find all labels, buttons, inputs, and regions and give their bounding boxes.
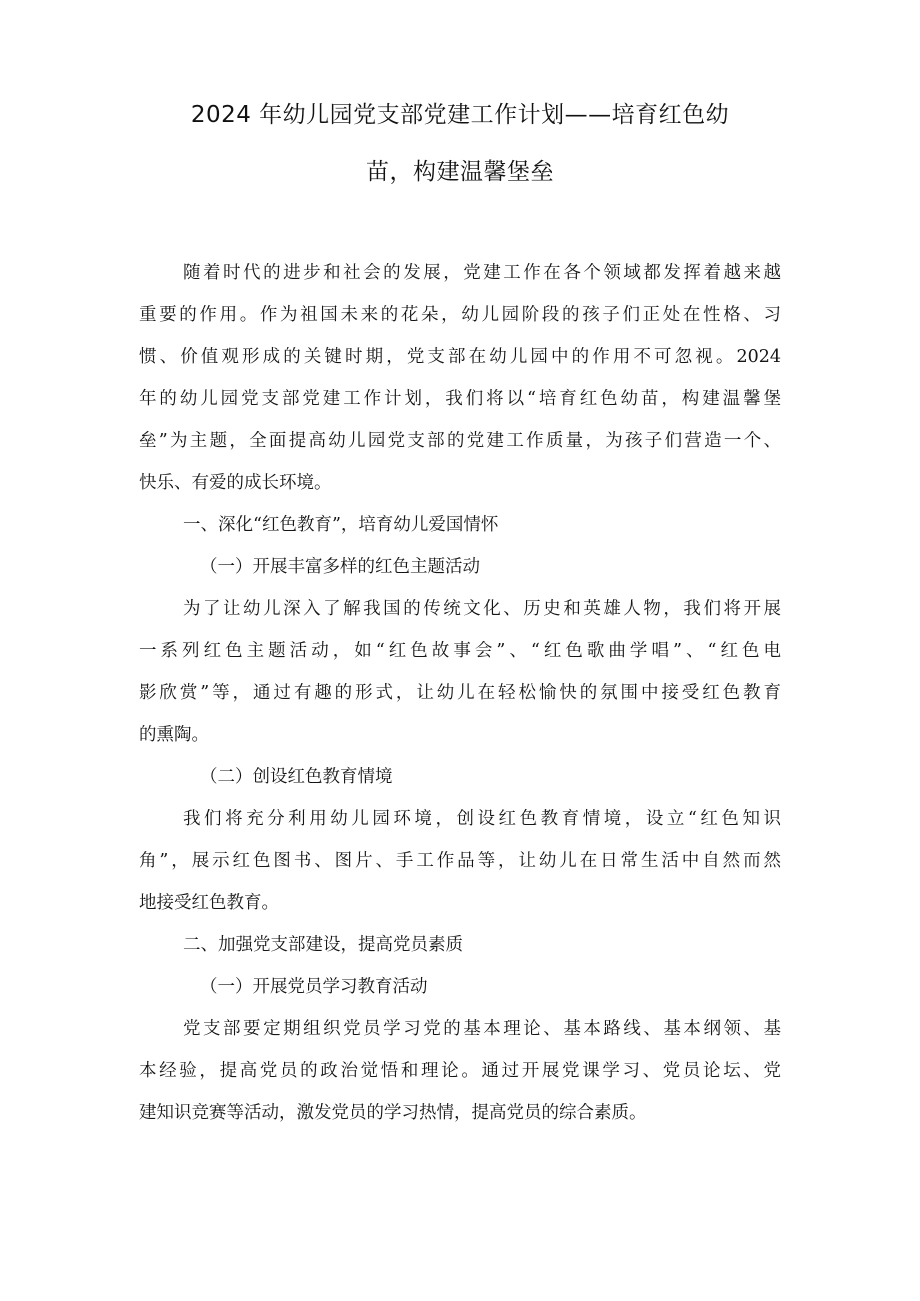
paragraph-line: 地接受红色教育。 [139,893,279,913]
paragraph-line: 快乐、有爱的成长环境。 [139,473,332,493]
paragraph-line: 年的幼儿园党支部党建工作计划，我们将以“培育红色幼苗，构建温馨堡 [139,389,781,409]
paragraph-line: 的熏陶。 [139,725,209,745]
section-heading: 一、深化“红色教育”，培育幼儿爱国情怀 [183,515,499,535]
section-heading: 二、加强党支部建设，提高党员素质 [183,935,463,955]
paragraph-line: 我们将充分利用幼儿园环境，创设红色教育情境，设立“红色知识 [183,809,781,829]
document-title-line-2: 苗，构建温馨堡垒 [366,159,554,185]
paragraph-line: 建知识竞赛等活动，激发党员的学习热情，提高党员的综合素质。 [139,1103,647,1123]
paragraph-line: 惯、价值观形成的关键时期，党支部在幼儿园中的作用不可忽视。2024 [139,347,781,367]
paragraph-line: 为了让幼儿深入了解我国的传统文化、历史和英雄人物，我们将开展 [183,599,781,619]
paragraph-line: 角”，展示红色图书、图片、手工作品等，让幼儿在日常生活中自然而然 [139,851,781,871]
paragraph-line: 影欣赏”等，通过有趣的形式，让幼儿在轻松愉快的氛围中接受红色教育 [139,683,781,703]
paragraph-line: 随着时代的进步和社会的发展，党建工作在各个领域都发挥着越来越 [183,263,781,283]
paragraph-line: 本经验，提高党员的政治觉悟和理论。通过开展党课学习、党员论坛、党 [139,1061,781,1081]
document-title-line-1: 2024 年幼儿园党支部党建工作计划——培育红色幼 [190,102,730,128]
paragraph-line: 党支部要定期组织党员学习党的基本理论、基本路线、基本纲领、基 [183,1019,781,1039]
subsection-heading: （二）创设红色教育情境 [200,767,393,787]
paragraph-line: 重要的作用。作为祖国未来的花朵，幼儿园阶段的孩子们正处在性格、习 [139,305,781,325]
subsection-heading: （一）开展党员学习教育活动 [200,977,428,997]
paragraph-line: 垒”为主题，全面提高幼儿园党支部的党建工作质量，为孩子们营造一个、 [139,431,781,451]
subsection-heading: （一）开展丰富多样的红色主题活动 [200,557,480,577]
paragraph-line: 一系列红色主题活动，如“红色故事会”、“红色歌曲学唱”、“红色电 [139,641,781,661]
